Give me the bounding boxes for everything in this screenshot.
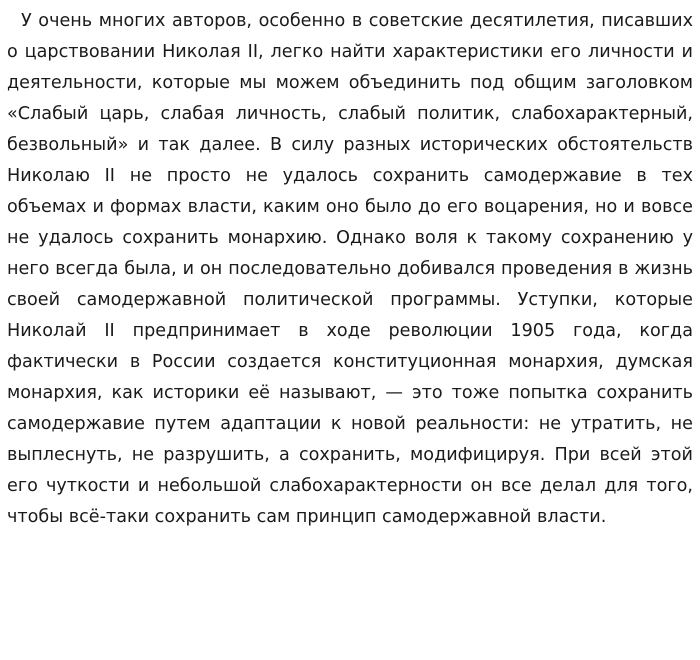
- body-paragraph: У очень многих авторов, особенно в советские десятилетия, писавших о царствовании Николая II, легко найти характеристики его личности и деятельности, которые мы можем объединить под общим заголовком «Слабый царь, слабая личность, слабый политик, слабохарактерный, безвольный» и так далее. В силу разных исторических обстоятельств Николаю II не просто не удалось сохранить самодержавие в тех объемах и формах власти, каким оно было до его воцарения, но и вовсе не удалось сохранить монархию. Однако воля к такому сохранению у него всегда была, и он последовательно добивался проведения в жизнь своей самодержавной политической программы. Уступки, которые Николай II предпринимает в ходе революции 1905 года, когда фактически в России создается конституционная монархия, думская монархия, как историки её называют, — это тоже попытка сохранить самодержавие путем адаптации к новой реальности: не утратить, не выплеснуть, не разрушить, а сохранить, модифицируя. При всей этой его чуткости и небольшой слабохарактерности он все делал для того, чтобы всё-таки сохранить сам принцип самодержавной власти.: [7, 11, 693, 527]
